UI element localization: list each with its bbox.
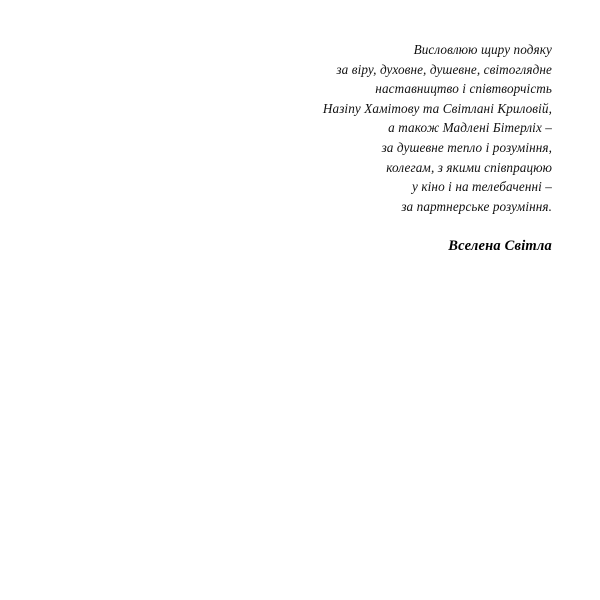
dedication-line: Назіпу Хамітову та Світлані Криловій, xyxy=(322,100,552,116)
dedication-line: за партнерське розуміння. xyxy=(401,198,552,214)
dedication-line: за віру, духовне, душевне, світоглядне xyxy=(336,61,552,77)
dedication-line: за душевне тепло і розуміння, xyxy=(381,139,552,155)
dedication-line: Висловлюю щиру подяку xyxy=(413,42,552,57)
dedication-line: колегам, з якими співпрацюю xyxy=(386,159,552,175)
dedication-line: а також Мадлені Бітерліх – xyxy=(388,120,552,136)
dedication-text xyxy=(0,40,552,216)
dedication-line: у кіно і на телебаченні – xyxy=(412,179,552,195)
dedication-block xyxy=(0,40,552,255)
dedication-line: наставництво і співтворчість xyxy=(375,81,552,97)
dedication-signature: Вселена Світла xyxy=(448,238,552,255)
